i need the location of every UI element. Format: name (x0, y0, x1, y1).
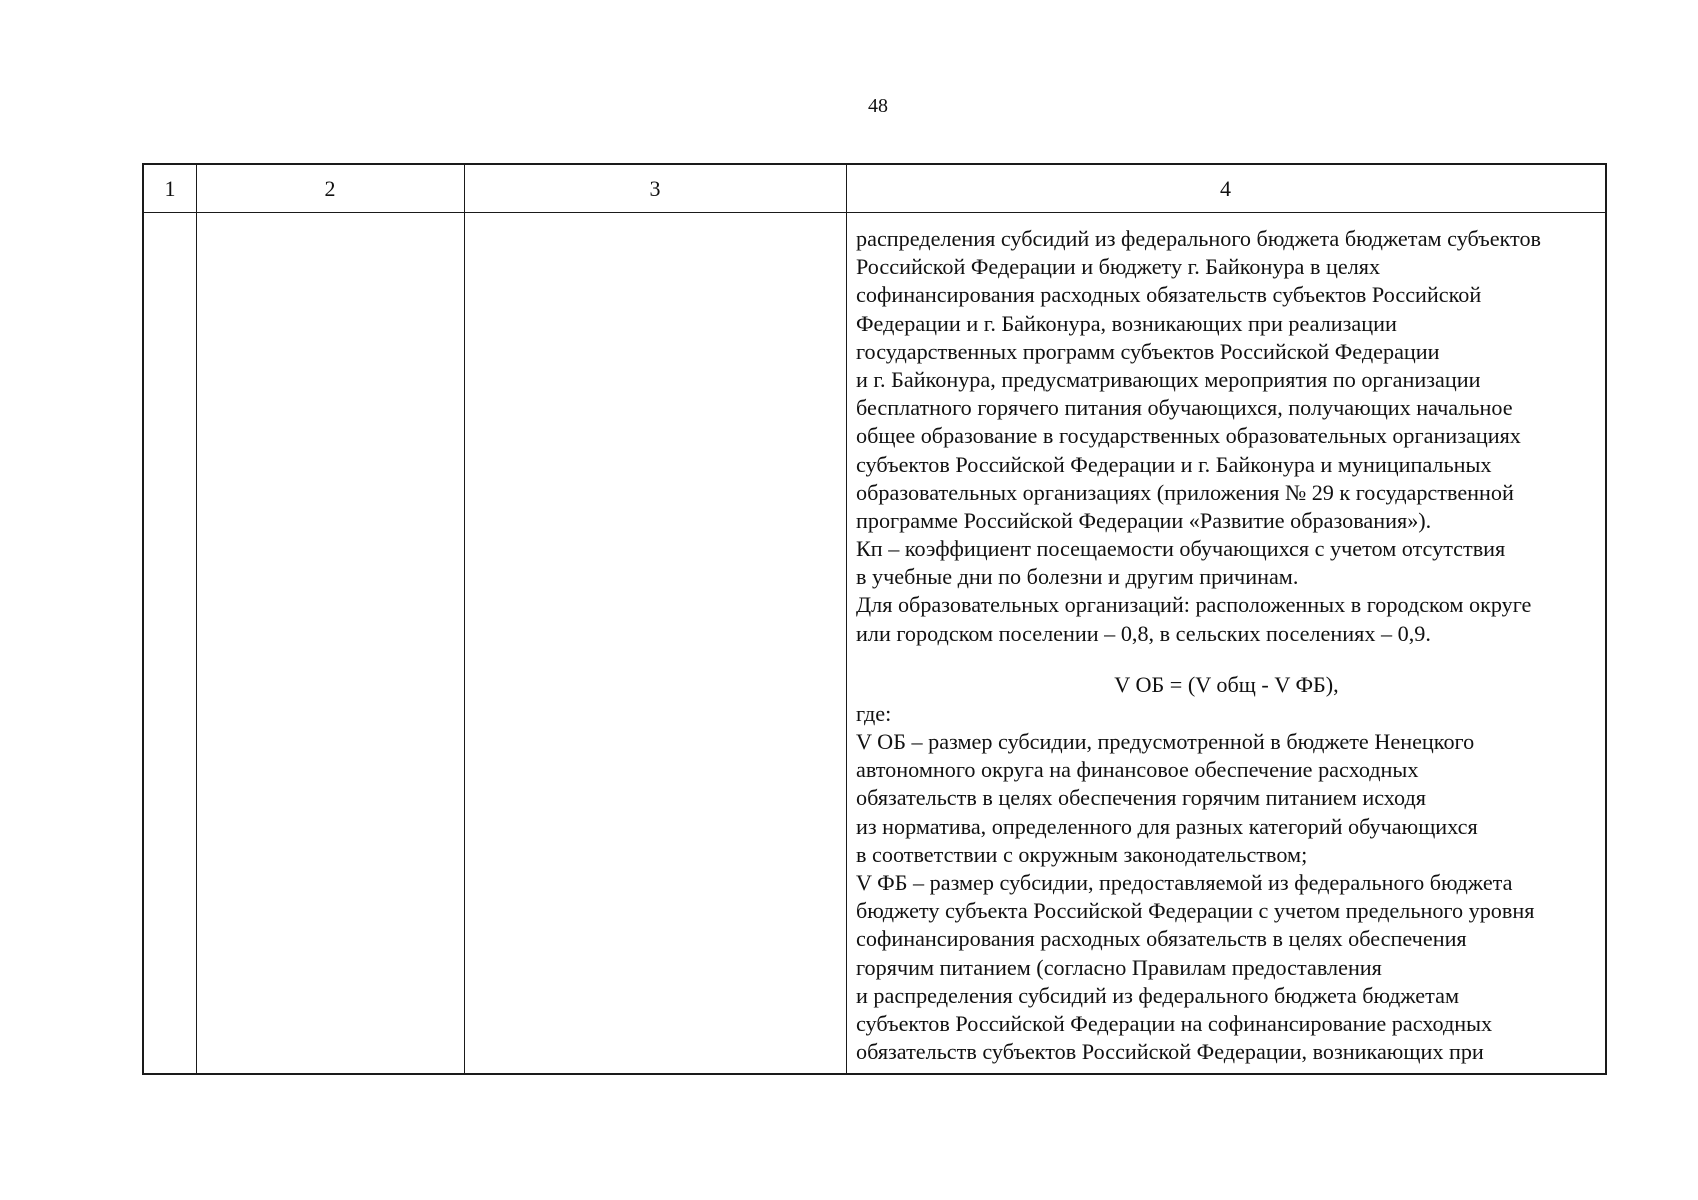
column-divider (464, 165, 465, 1073)
text-line: государственных программ субъектов Российской Федерации (856, 338, 1440, 364)
text-line: Федерации и г. Байконура, возникающих при реализации (856, 310, 1397, 336)
text-line: и г. Байконура, предусматривающих мероприятия по организации (856, 366, 1481, 392)
header-col-4: 4 (1220, 175, 1231, 201)
header-divider (144, 212, 1605, 213)
text-line: горячим питанием (согласно Правилам предоставления (856, 954, 1382, 980)
text-line: в учебные дни по болезни и другим причинам. (856, 564, 1299, 590)
text-line: автономного округа на финансовое обеспечение расходных (856, 757, 1419, 783)
column-divider (196, 165, 197, 1073)
text-line: где: (856, 700, 892, 726)
header-col-2: 2 (324, 175, 336, 201)
header-col-1: 1 (164, 175, 176, 201)
text-line: и распределения субсидий из федерального бюджета бюджетам (856, 982, 1460, 1008)
col4-text (856, 225, 1597, 1066)
text-line: Кп – коэффициент посещаемости обучающихся с учетом отсутствия (856, 536, 1506, 562)
text-line: бесплатного горячего питания обучающихся, получающих начальное (856, 395, 1513, 421)
header-col-3: 3 (649, 175, 661, 201)
text-line: из норматива, определенного для разных категорий обучающихся (856, 813, 1478, 839)
text-line: распределения субсидий из федерального бюджета бюджетам субъектов (856, 226, 1542, 251)
text-line: софинансирования расходных обязательств субъектов Российской (856, 282, 1482, 308)
text-line: V ФБ – размер субсидии, предоставляемой из федерального бюджета (856, 869, 1513, 895)
text-line: Для образовательных организаций: расположенных в городском округе (856, 592, 1532, 618)
text-line: бюджету субъекта Российской Федерации с учетом предельного уровня (856, 898, 1535, 924)
formula: V ОБ = (V общ - V ФБ), (1114, 671, 1339, 697)
document-table (142, 163, 1607, 1075)
text-line: Российской Федерации и бюджету г. Байконура в целях (856, 254, 1381, 280)
column-divider (846, 165, 847, 1073)
text-line: или городском поселении – 0,8, в сельских поселениях – 0,9. (856, 620, 1431, 646)
text-line: обязательств в целях обеспечения горячим питанием исходя (856, 785, 1426, 811)
text-line: обязательств субъектов Российской Федерации, возникающих при (856, 1039, 1484, 1065)
text-line: общее образование в государственных образовательных организациях (856, 423, 1521, 449)
page-number: 48 (868, 95, 888, 117)
text-line: в соответствии с окружным законодательством; (856, 841, 1308, 867)
text-line: V ОБ – размер субсидии, предусмотренной в бюджете Ненецкого (856, 729, 1475, 754)
text-line: образовательных организациях (приложения № 29 к государственной (856, 479, 1514, 505)
text-line: программе Российской Федерации «Развитие образования»). (856, 507, 1432, 533)
text-line: субъектов Российской Федерации на софинансирование расходных (856, 1010, 1493, 1036)
text-line: субъектов Российской Федерации и г. Байконура и муниципальных (856, 451, 1492, 477)
text-line: софинансирования расходных обязательств в целях обеспечения (856, 926, 1467, 952)
